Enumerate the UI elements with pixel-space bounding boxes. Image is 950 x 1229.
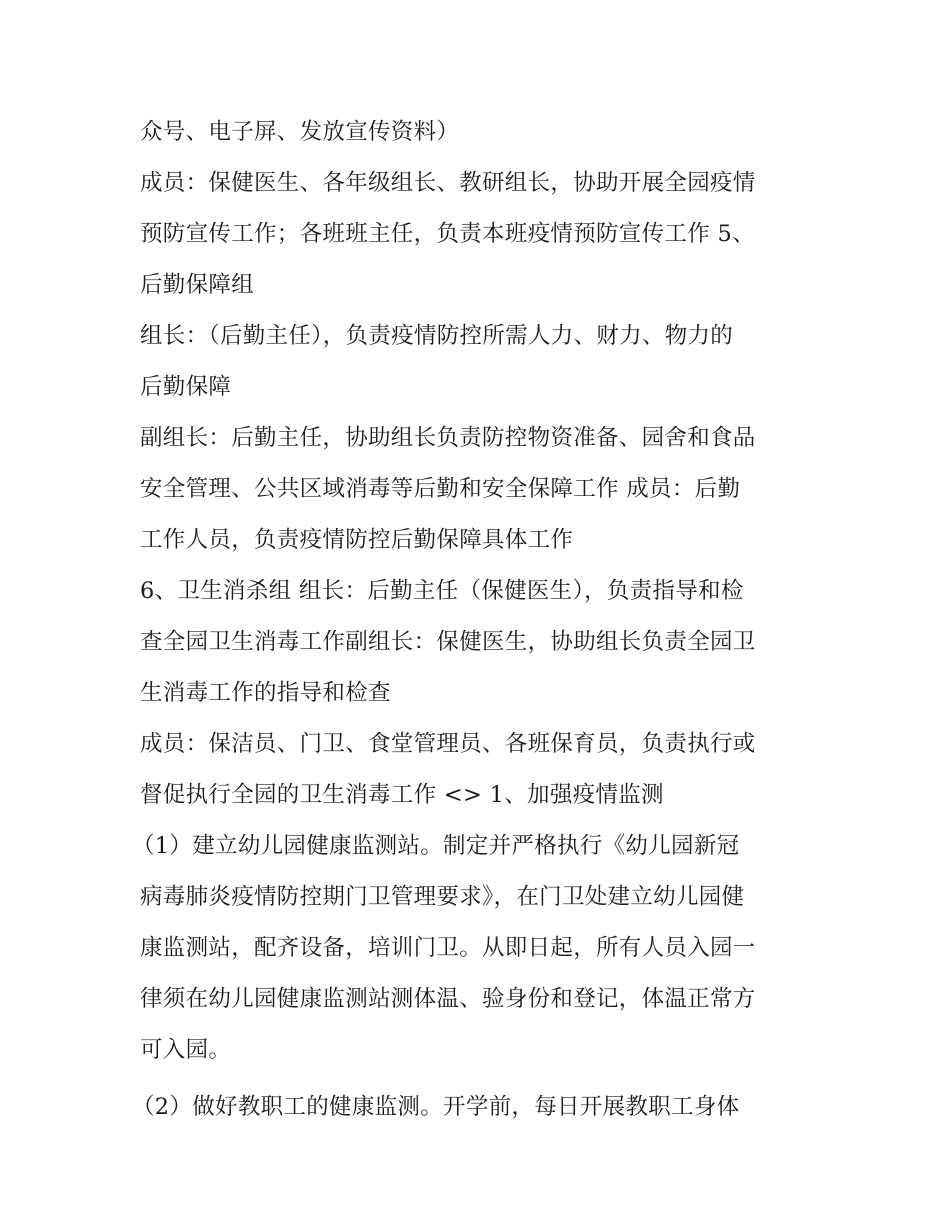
text-line: 律须在幼儿园健康监测站测体温、验身份和登记，体温正常方 bbox=[140, 986, 756, 1012]
text-line: （2）做好教职工的健康监测。开学前，每日开展教职工身体 bbox=[132, 1094, 740, 1120]
text-line: 安全管理、公共区域消毒等后勤和安全保障工作 成员：后勤 bbox=[140, 476, 741, 502]
text-line: 督促执行全园的卫生消毒工作 <> 1、加强疫情监测 bbox=[140, 782, 664, 808]
text-line: 后勤保障 bbox=[140, 374, 232, 400]
text-line: 查全园卫生消毒工作副组长：保健医生，协助组长负责全园卫 bbox=[140, 629, 756, 655]
document-body bbox=[132, 107, 830, 1133]
text-line: 康监测站，配齐设备，培训门卫。从即日起，所有人员入园一 bbox=[140, 935, 756, 961]
text-line: 工作人员，负责疫情防控后勤保障具体工作 bbox=[140, 527, 574, 553]
text-line: 后勤保障组 bbox=[140, 272, 255, 298]
text-line: 生消毒工作的指导和检查 bbox=[140, 680, 391, 706]
text-line: 众号、电子屏、发放宣传资料） bbox=[140, 119, 460, 145]
text-line: 成员：保洁员、门卫、食堂管理员、各班保育员，负责执行或 bbox=[140, 731, 756, 757]
text-line: （1）建立幼儿园健康监测站。制定并严格执行《幼儿园新冠 bbox=[132, 833, 740, 859]
text-line: 可入园。 bbox=[140, 1037, 232, 1063]
text-line: 副组长：后勤主任，协助组长负责防控物资准备、园舍和食品 bbox=[140, 425, 756, 451]
text-line: 病毒肺炎疫情防控期门卫管理要求》，在门卫处建立幼儿园健 bbox=[140, 884, 745, 910]
text-line: 预防宣传工作；各班班主任，负责本班疫情预防宣传工作 5、 bbox=[140, 221, 755, 247]
text-line: 成员：保健医生、各年级组长、教研组长，协助开展全园疫情 bbox=[140, 170, 756, 196]
text-line: 6、卫生消杀组 组长：后勤主任（保健医生），负责指导和检 bbox=[140, 578, 744, 604]
text-line: 组长：（后勤主任），负责疫情防控所需人力、财力、物力的 bbox=[140, 323, 734, 349]
